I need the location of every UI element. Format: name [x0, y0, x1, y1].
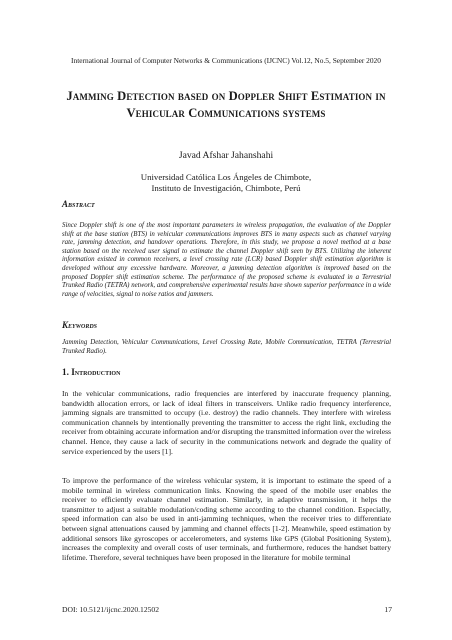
affiliation-line-1: Universidad Católica Los Ángeles de Chimbote,: [140, 172, 312, 182]
introduction-paragraph-2: To improve the performance of the wireless vehicular system, it is important to estimate the speed of a mobile terminal in wireless communication links. Knowing the speed of the mobile user enables the receiver to efficiently evaluate channel estimation. Similarly, in adaptive transmission, it helps the transmitter to adjust a suitable modulation/coding scheme according to the channel condition. Especially, speed information can also be used in anti-jamming techniques, when the receiver tries to differentiate between signal attenuations caused by jamming and channel effects [1-2]. Meanwhile, speed estimation by additional sensors like gyroscopes or accelerometers, and systems like GPS (Global Positioning System), increases the complexity and overall costs of user terminals, and furthermore, reduces the handset battery lifetime. Therefore, several techniques have been proposed in the literature for mobile terminal: [62, 476, 391, 562]
doi-footer: DOI: 10.5121/ijcnc.2020.12502: [62, 605, 160, 614]
page-number: 17: [384, 605, 392, 614]
paper-title: Jamming Detection based on Doppler Shift Estimation in Vehicular Communications systems: [66, 89, 386, 120]
introduction-paragraph-1: In the vehicular communications, radio frequencies are interfered by inaccurate frequency planning, bandwidth allocation errors, or lack of ideal filters in transceivers. Unlike radio frequency interference, jamming signals are transmitted to occupy (i.e. destroy) the radio channels. They interfere with wireless communication channels by intentionally preventing the transmitter to access the right link, excluding the receiver from obtaining accurate information and/or disrupting the transmitted information over the wireless channel. Hence, they cause a lack of security in the communications network and degrade the quality of service experienced by the users [1].: [62, 389, 391, 456]
keywords-text: Jamming Detection, Vehicular Communications, Level Crossing Rate, Mobile Communication, TETRA (Terrestrial Trunked Radio).: [62, 339, 391, 355]
keywords-heading: Keywords: [62, 320, 98, 330]
affiliation-line-2: Instituto de Investigación, Chimbote, Perú: [151, 182, 301, 193]
abstract-text: Since Doppler shift is one of the most important parameters in wireless propagation, the evaluation of the Doppler shift at the base station (BTS) in vehicular communications improves BTS in many aspects such as channel varying rate, jamming detection, and handover operations. Therefore, in this study, we propose a novel method at a base station based on the received user signal to estimate the channel Doppler shift seen by BTS. Utilizing the inherent information existed in common receivers, a level crossing rate (LCR) based Doppler shift estimation algorithm is developed without any excessive hardware. Moreover, a jamming detection algorithm is improved based on the proposed Doppler shift estimation scheme. The performance of the proposed scheme is evaluated in a Terrestrial Trunked Radio (TETRA) network, and comprehensive experimental results have shown superior performance in a wide range of velocities, signal to noise ratios and jammers.: [62, 222, 391, 298]
affiliation: [0, 172, 452, 193]
author-name: Javad Afshar Jahanshahi: [178, 150, 274, 161]
journal-header: International Journal of Computer Networks & Communications (IJCNC) Vol.12, No.5, September 2020: [71, 56, 381, 65]
introduction-heading: 1. Introduction: [62, 367, 121, 377]
abstract-heading: Abstract: [62, 199, 95, 209]
